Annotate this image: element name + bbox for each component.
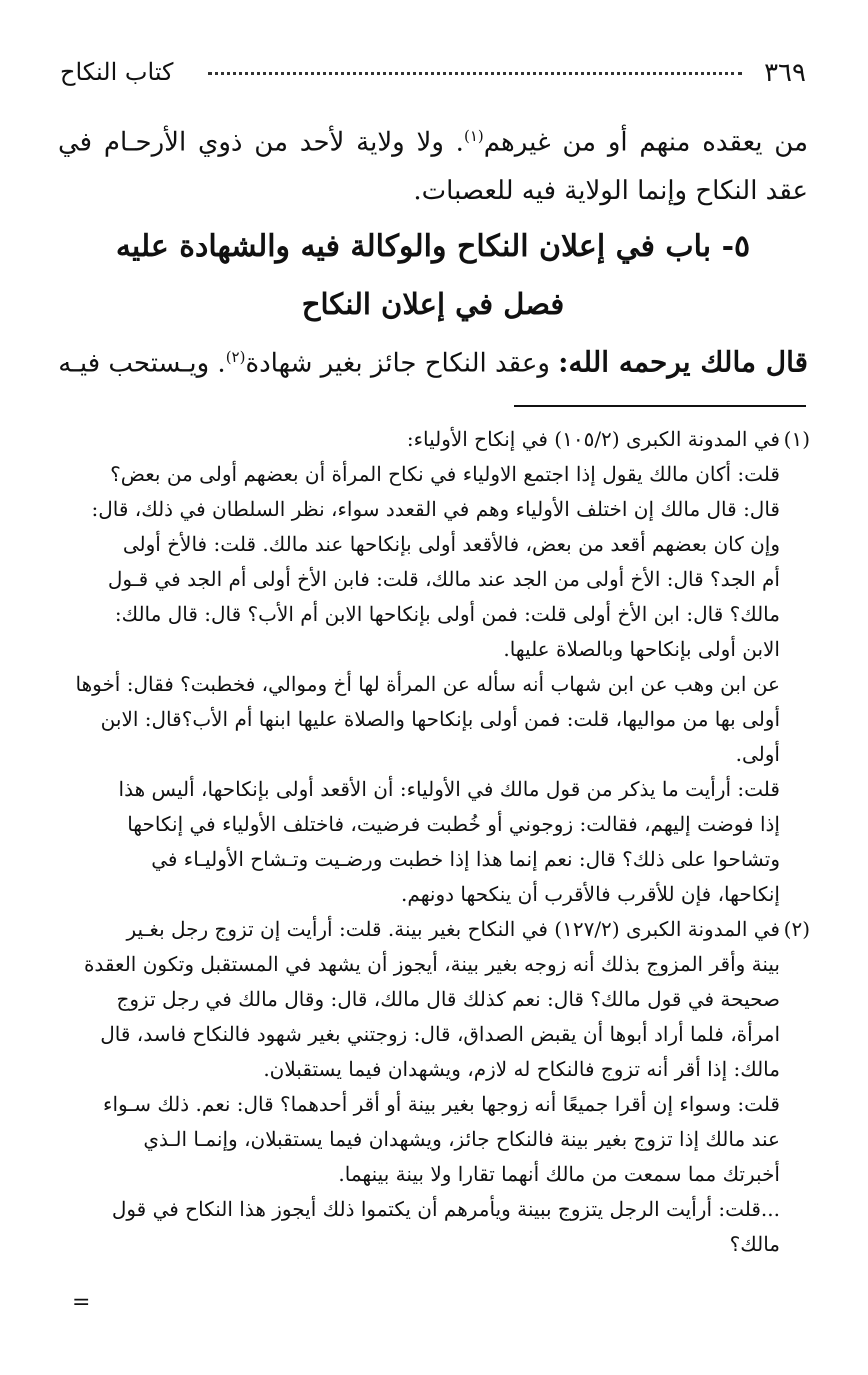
footnote-line: مالك: إذا أقر أنه تزوج فالنكاح له لازم، ويشهدان فيما يستقبلان. (263, 1057, 780, 1081)
footnote-line: عن ابن وهب عن ابن شهاب أنه سأله عن المرأة لها أخ وموالي، فخطبت؟ فقال: أخوها (75, 672, 780, 696)
footnote-separator (514, 405, 806, 407)
footnote-line: قلت: وسواء إن أقرا جميعًا أنه زوجها بغير بينة أو أقر أحدهما؟ قال: نعم. ذلك سـواء (103, 1092, 780, 1116)
footnote-line: امرأة، فلما أراد أبوها أن يقبض الصداق، قال: زوجتني بغير شهود فالنكاح فاسد، قال (100, 1022, 780, 1046)
footnote-line: أم الجد؟ قال: الأخ أولى من الجد عند مالك، قلت: فابن الأخ أولى أم الجد في قـول (107, 567, 780, 591)
footnote-ref-1: (١) (463, 127, 484, 145)
footnote-line: أولى بها من مواليها، قلت: فمن أولى بإنكاحها والصلاة عليها ابنها أم الأب؟قال: الابن (100, 707, 780, 731)
chapter-heading: ٥- باب في إعلان النكاح والوكالة فيه والشهادة عليه (115, 228, 751, 264)
footnote-line: الابن أولى بإنكاحها وبالصلاة عليها. (503, 637, 780, 661)
footnote-number: (١) (783, 427, 810, 451)
header-leader-dots (208, 72, 742, 75)
footnote-line: وتشاحوا على ذلك؟ قال: نعم إنما هذا إذا خطبت ورضـيت وتـشاح الأوليـاء في (151, 847, 780, 871)
book-title: كتاب النكاح (60, 58, 174, 86)
running-header (60, 58, 806, 94)
footnote-line: قلت: أرأيت ما يذكر من قول مالك في الأولياء: أن الأقعد أولى بإنكاحها، أليس هذا (118, 777, 780, 801)
footnote-line: قلت: أكان مالك يقول إذا اجتمع الاولياء في نكاح المرأة أن بعضهم أولى من بعض؟ (110, 462, 780, 486)
footnote-1 (58, 422, 810, 912)
main-text (58, 112, 808, 389)
paragraph-1: من يعقده منهم أو من غيرهم$^{(١)}$. ولا ولاية لأحد من ذوي الأرحـام في عقد النكاح وإنما الولاية فيه للعصبات. (58, 127, 808, 206)
footnote-line: صحيحة في قول مالك؟ قال: نعم كذلك قال مالك، قال: وقال مالك في رجل تزوج (116, 987, 780, 1011)
footnote-line: (١)في المدونة الكبرى (١٠٥/٢) في إنكاح الأولياء: (58, 422, 810, 457)
page-number: ٣٦٩ (764, 58, 806, 88)
footnotes (58, 422, 810, 1262)
footnote-line: بينة وأقر المزوج بذلك أنه زوجه بغير بينة، أيجوز أن يشهد في المستقبل وتكون العقدة (83, 952, 780, 976)
footnote-ref-2: (٢) (225, 347, 246, 366)
section-heading: فصل في إعلان النكاح (301, 286, 565, 321)
footnote-line: ...قلت: أرأيت الرجل يتزوج ببينة ويأمرهم أن يكتموا ذلك أيجوز هذا النكاح في قول (111, 1197, 780, 1221)
footnote-number: (٢) (783, 917, 810, 941)
speaker-lead: قال مالك يرحمه الله: (558, 345, 808, 379)
footnote-line: أولى. (735, 742, 780, 766)
footnote-line: أخبرتك مما سمعت من مالك أنهما تقارا ولا بينة بينهما. (338, 1162, 780, 1186)
footnote-line: وإن كان بعضهم أقعد من بعض، فالأقعد أولى بإنكاحها عند مالك. قلت: فالأخ أولى (122, 532, 780, 556)
footnote-2 (58, 912, 810, 1262)
footnote-line: مالك؟ (729, 1232, 780, 1256)
continuation-mark: = (72, 1290, 91, 1315)
footnote-line: مالك؟ قال: ابن الأخ أولى قلت: فمن أولى بإنكاحها الابن أم الأب؟ قال: قال مالك: (114, 602, 780, 626)
footnote-line: قال: قال مالك إن اختلف الأولياء وهم في القعدد سواء، نظر السلطان في ذلك، قال: (91, 497, 780, 521)
footnote-line: عند مالك إذا تزوج بغير بينة فالنكاح جائز، ويشهدان فيما يستقبلان، وإنمـا الـذي (143, 1127, 780, 1151)
footnote-line: إذا فوضت إليهم، فقالت: زوجوني أو خُطبت فرضيت، فاختلف الأولياء في إنكاحها (127, 812, 780, 836)
footnote-line: (٢)في المدونة الكبرى (١٢٧/٢) في النكاح بغير بينة. قلت: أرأيت إن تزوج رجل بغـير (58, 912, 810, 947)
paragraph-2: قال مالك يرحمه الله: وعقد النكاح جائز بغير شهادة$^{(٢)}$. ويـستحب فيـه (58, 345, 808, 379)
footnote-line: إنكاحها، فإن للأقرب فالأقرب أن ينكحها دونهم. (401, 882, 780, 906)
